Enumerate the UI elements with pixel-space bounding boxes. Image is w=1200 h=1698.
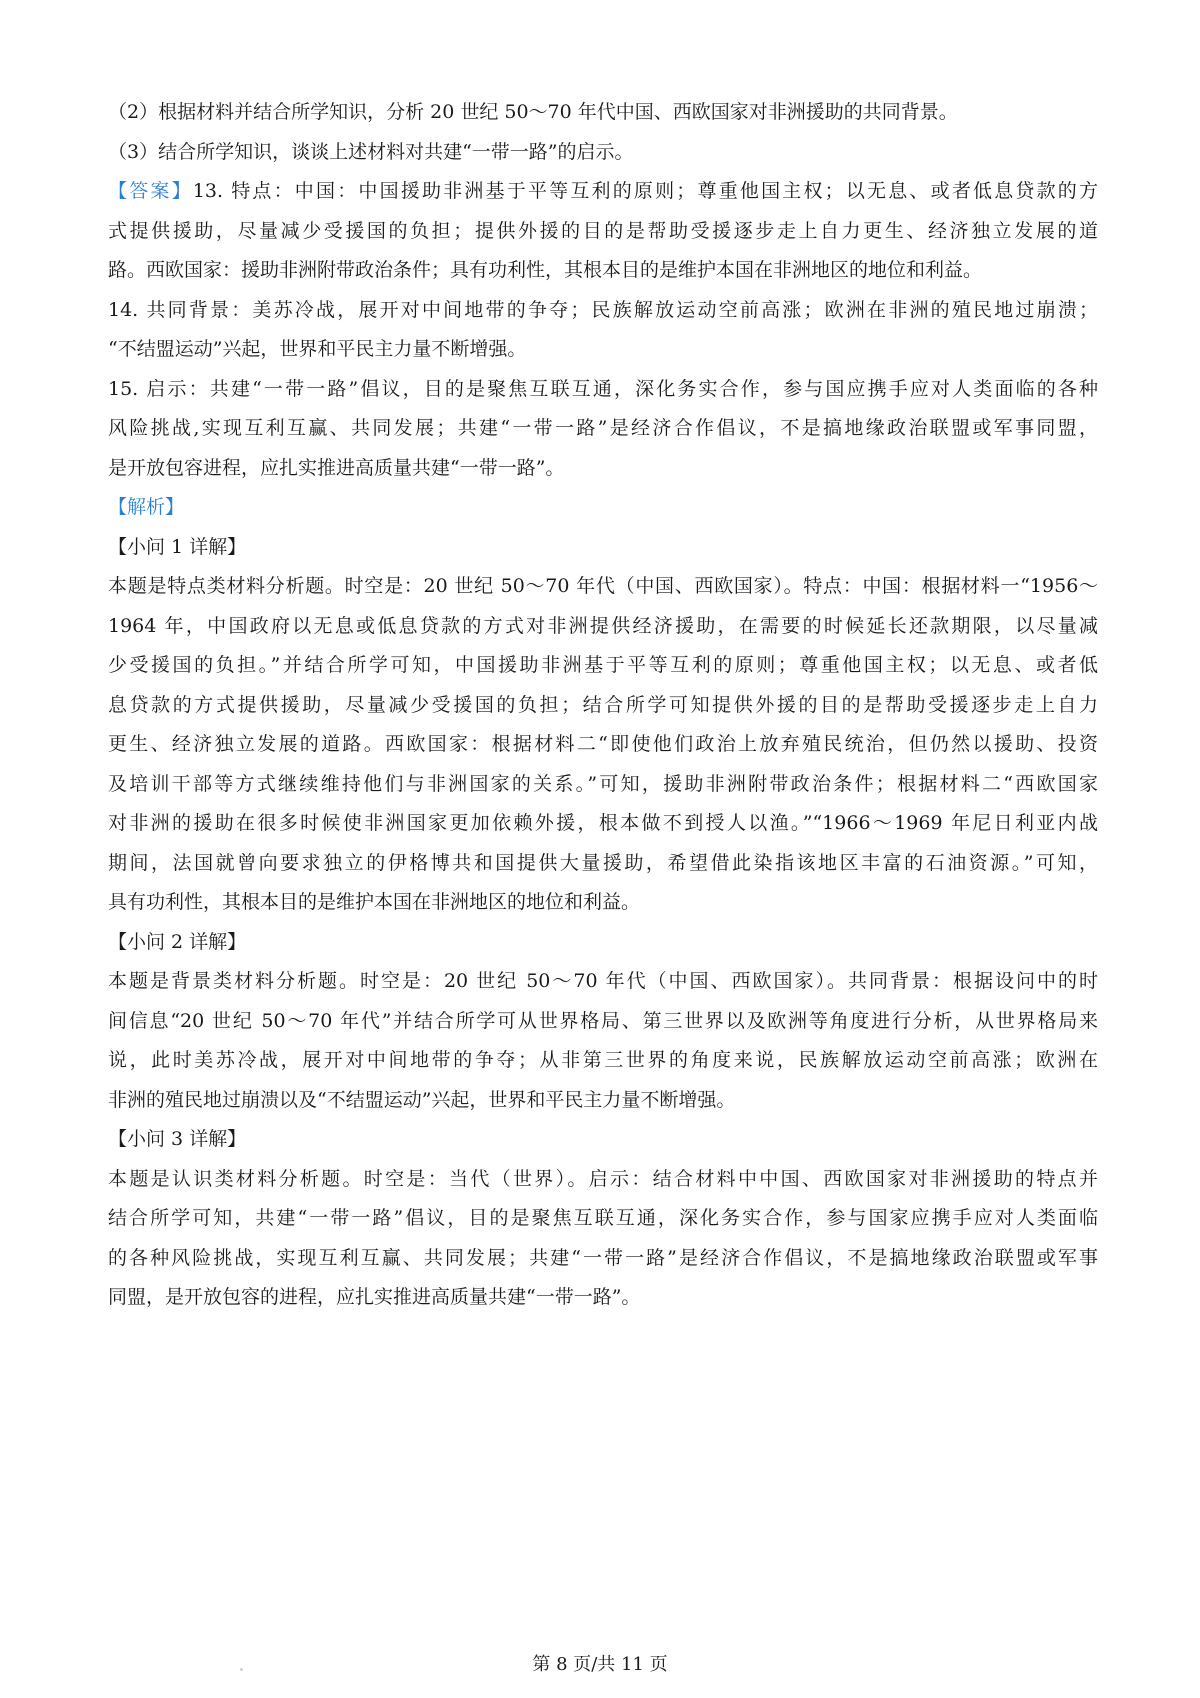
subquestion-3-text-3: 的各种风险挑战，实现互利互赢、共同发展；共建“一带一路”是经济合作倡议，不是搞地缘政治联盟或军事 [108,1246,1098,1269]
answer-13-text-2: 式提供援助，尽量减少受援国的负担；提供外援的目的是帮助受援逐步走上自力更生、经济独立发展的道 [108,219,1098,242]
question-3: （3）结合所学知识，谈谈上述材料对共建“一带一路”的启示。 [108,140,634,163]
subquestion-1-text-5: 更生、经济独立发展的道路。西欧国家：根据材料二“即使他们政治上放弃殖民统治，但仍然以援助、投资 [108,733,1098,755]
analysis-tag: 【解析】 [108,496,185,518]
answer-line-1 [108,172,1098,212]
subquestion-2-text-1: 本题是背景类材料分析题。时空是：20 世纪 50～70 年代（中国、西欧国家）。共同背景：根据设问中的时 [108,970,1098,992]
answer-15-text-1: 15. 启示：共建“一带一路”倡议，目的是聚焦互联互通，深化务实合作，参与国应携手应对人类面临的各种 [108,377,1098,400]
page-number: 第 8 页/共 11 页 [532,1654,668,1675]
document-body [108,93,1098,1318]
subquestion-2-heading: 【小问 2 详解】 [108,930,247,953]
subquestion-1-text-9: 具有功利性，其根本目的是维护本国在非洲地区的地位和利益。 [108,891,641,913]
subquestion-1-heading: 【小问 1 详解】 [108,535,247,558]
question-2: （2）根据材料并结合所学知识，分析 20 世纪 50～70 年代中国、西欧国家对非洲援助的共同背景。 [108,101,958,123]
subquestion-2-text-2: 间信息“20 世纪 50～70 年代”并结合所学可从世界格局、第三世界以及欧洲等角度进行分析，从世界格局来 [108,1009,1098,1032]
subquestion-2-text-4: 非洲的殖民地过崩溃以及“不结盟运动”兴起，世界和平民主力量不断增强。 [108,1088,736,1111]
subquestion-3-text-4: 同盟，是开放包容的进程，应扎实推进高质量共建“一带一路”。 [108,1286,641,1308]
subquestion-1-text-2: 1964 年，中国政府以无息或低息贷款的方式对非洲提供经济援助，在需要的时候延长还款期限，以尽量减 [108,614,1098,637]
subquestion-1-text-1: 本题是特点类材料分析题。时空是：20 世纪 50～70 年代（中国、西欧国家）。特点：中国：根据材料一“1956～ [108,575,1098,597]
subquestion-1-text-3: 少受援国的负担。”并结合所学可知，中国援助非洲基于平等互利的原则；尊重他国主权；以无息、或者低 [108,654,1098,676]
subquestion-3-text-2: 结合所学可知，共建“一带一路”倡议，目的是聚焦互联互通，深化务实合作，参与国家应携手应对人类面临 [108,1207,1098,1229]
subquestion-1-text-8: 期间，法国就曾向要求独立的伊格博共和国提供大量援助，希望借此染指该地区丰富的石油资源。”可知， [108,851,1098,874]
answer-13-text-3: 路。西欧国家：援助非洲附带政治条件；具有功利性，其根本目的是维护本国在非洲地区的地位和利益。 [108,259,983,281]
subquestion-1-text-6: 及培训干部等方式继续维持他们与非洲国家的关系。”可知，援助非洲附带政治条件；根据材料二“西欧国家 [108,772,1098,795]
subquestion-1-text-4: 息贷款的方式提供援助，尽量减少受援国的负担；结合所学可知提供外援的目的是帮助受援逐步走上自力 [108,693,1098,716]
answer-14-text-1: 14. 共同背景：美苏冷战，展开对中间地带的争夺；民族解放运动空前高涨；欧洲在非洲的殖民地过崩溃； [108,298,1098,321]
answer-15-text-3: 是开放包容进程，应扎实推进高质量共建“一带一路”。 [108,456,565,479]
answer-14-text-2: “不结盟运动”兴起，世界和平民主力量不断增强。 [108,338,527,360]
answer-tag: 【答案】 [108,180,193,202]
subquestion-2-text-3: 说，此时美苏冷战，展开对中间地带的争夺；从非第三世界的角度来说，民族解放运动空前高涨；欧洲在 [108,1049,1098,1071]
subquestion-3-text-1: 本题是认识类材料分析题。时空是：当代（世界）。启示：结合材料中中国、西欧国家对非洲援助的特点并 [108,1167,1098,1190]
answer-15-text-2: 风险挑战,实现互利互赢、共同发展；共建“一带一路”是经济合作倡议，不是搞地缘政治联盟或军事同盟， [108,417,1098,439]
subquestion-3-heading: 【小问 3 详解】 [108,1128,247,1150]
answer-13-text-1: 13. 特点：中国：中国援助非洲基于平等互利的原则；尊重他国主权；以无息、或者低息贷款的方 [192,180,1098,202]
subquestion-1-text-7: 对非洲的援助在很多时候使非洲国家更加依赖外援，根本做不到授人以渔。”“1966～1969 年尼日利亚内战 [108,812,1098,834]
